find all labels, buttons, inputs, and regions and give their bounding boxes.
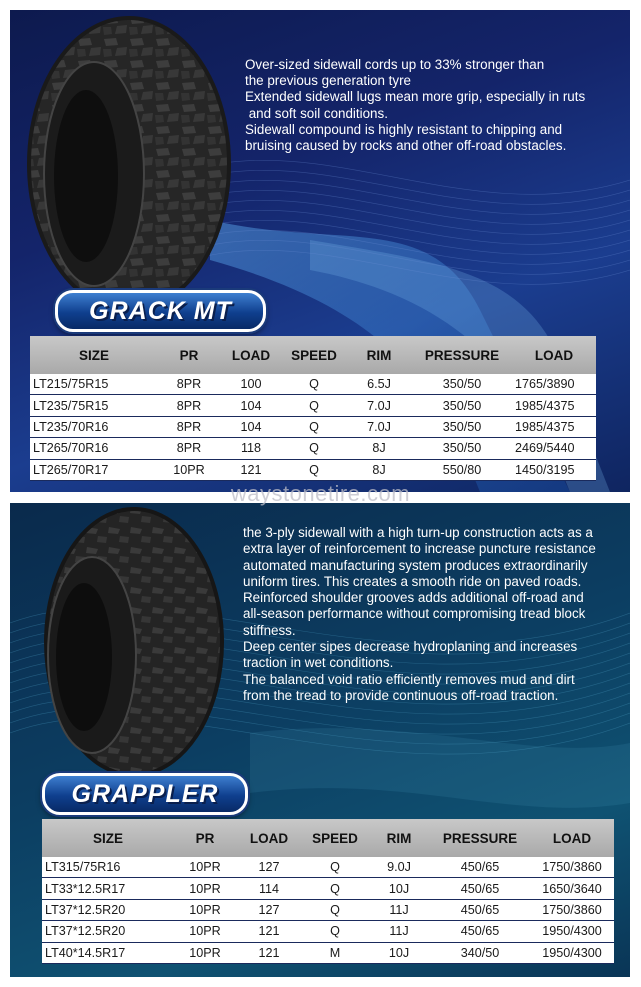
cell-load: 121 — [236, 921, 302, 942]
table-row — [42, 878, 614, 899]
cell-pr: 10PR — [158, 459, 220, 480]
cell-size: LT37*12.5R20 — [42, 899, 174, 920]
description-line: The balanced void ratio efficiently removes mud and dirt — [243, 671, 575, 687]
cell-pr: 8PR — [158, 395, 220, 416]
cell-rim: 10J — [368, 878, 430, 899]
cell-pressure: 350/50 — [412, 374, 512, 395]
cell-load: 127 — [236, 857, 302, 878]
cell-load: 100 — [220, 374, 282, 395]
cell-speed: Q — [302, 899, 368, 920]
cell-load-max: 2469/5440 — [512, 438, 596, 459]
description-line: the previous generation tyre — [245, 73, 411, 89]
column-header-rim: RIM — [368, 819, 430, 857]
cell-pr: 8PR — [158, 438, 220, 459]
product-name: GRACK MT — [89, 296, 232, 325]
product-description — [245, 57, 585, 154]
product-description — [243, 525, 596, 704]
cell-pressure: 450/65 — [430, 878, 530, 899]
table-row — [42, 857, 614, 878]
description-line: Extended sidewall lugs mean more grip, especially in ruts — [245, 89, 586, 105]
tire-image-grappler — [42, 505, 227, 780]
column-header-size: SIZE — [42, 819, 174, 857]
description-line: extra layer of reinforcement to increase puncture resistance — [243, 541, 596, 557]
table-row — [30, 438, 596, 459]
spec-table — [30, 336, 596, 481]
cell-speed: M — [302, 942, 368, 963]
column-header-size: SIZE — [30, 336, 158, 374]
cell-size: LT37*12.5R20 — [42, 921, 174, 942]
description-line: Reinforced shoulder grooves adds additional off-road and — [243, 590, 584, 606]
table-header-row — [42, 819, 614, 857]
cell-load: 114 — [236, 878, 302, 899]
description-line: uniform tires. This creates a smooth ride on paved roads. — [243, 573, 582, 589]
table-row — [42, 921, 614, 942]
column-header-speed: SPEED — [302, 819, 368, 857]
description-line: Deep center sipes decrease hydroplaning and increases — [243, 639, 578, 655]
cell-load-max: 1750/3860 — [530, 857, 614, 878]
cell-speed: Q — [302, 921, 368, 942]
cell-load-max: 1750/3860 — [530, 899, 614, 920]
cell-rim: 11J — [368, 921, 430, 942]
cell-load-max: 1950/4300 — [530, 921, 614, 942]
cell-load: 121 — [220, 459, 282, 480]
cell-rim: 8J — [346, 438, 412, 459]
cell-load-max: 1650/3640 — [530, 878, 614, 899]
cell-pr: 10PR — [174, 857, 236, 878]
column-header-pressure: PRESSURE — [412, 336, 512, 374]
description-line: traction in wet conditions. — [243, 655, 394, 671]
table-row — [42, 899, 614, 920]
column-header-speed: SPEED — [282, 336, 346, 374]
cell-size: LT215/75R15 — [30, 374, 158, 395]
cell-size: LT265/70R16 — [30, 438, 158, 459]
description-line: stiffness. — [243, 622, 296, 638]
description-line: and soft soil conditions. — [245, 105, 388, 121]
cell-load: 127 — [236, 899, 302, 920]
cell-pressure: 450/65 — [430, 857, 530, 878]
cell-pr: 8PR — [158, 416, 220, 437]
cell-pr: 10PR — [174, 878, 236, 899]
column-header-load-max: LOAD — [530, 819, 614, 857]
cell-load: 121 — [236, 942, 302, 963]
product-name-badge — [42, 773, 248, 815]
cell-pressure: 350/50 — [412, 438, 512, 459]
cell-rim: 7.0J — [346, 395, 412, 416]
cell-size: LT40*14.5R17 — [42, 942, 174, 963]
cell-pressure: 450/65 — [430, 921, 530, 942]
table-row — [30, 395, 596, 416]
tire-image-grack-mt — [24, 14, 234, 314]
column-header-pr: PR — [158, 336, 220, 374]
cell-speed: Q — [282, 416, 346, 437]
cell-pressure: 550/80 — [412, 459, 512, 480]
cell-size: LT235/75R15 — [30, 395, 158, 416]
spec-table — [42, 819, 614, 964]
description-line: automated manufacturing system produces extraordinarily — [243, 557, 588, 573]
cell-size: LT235/70R16 — [30, 416, 158, 437]
description-line: the 3-ply sidewall with a high turn-up construction acts as a — [243, 525, 593, 540]
cell-pr: 10PR — [174, 921, 236, 942]
cell-load-max: 1985/4375 — [512, 395, 596, 416]
cell-speed: Q — [282, 438, 346, 459]
description-line: Sidewall compound is highly resistant to chipping and — [245, 121, 563, 137]
column-header-rim: RIM — [346, 336, 412, 374]
cell-rim: 8J — [346, 459, 412, 480]
cell-rim: 11J — [368, 899, 430, 920]
cell-pr: 10PR — [174, 899, 236, 920]
description-line: Over-sized sidewall cords up to 33% stronger than — [245, 57, 545, 72]
table-header-row — [30, 336, 596, 374]
cell-load-max: 1950/4300 — [530, 942, 614, 963]
cell-load-max: 1450/3195 — [512, 459, 596, 480]
column-header-load-max: LOAD — [512, 336, 596, 374]
cell-speed: Q — [282, 459, 346, 480]
cell-load-max: 1765/3890 — [512, 374, 596, 395]
description-line: from the tread to provide continuous off-road traction. — [243, 687, 559, 703]
description-line: all-season performance without compromising tread block — [243, 606, 586, 622]
cell-speed: Q — [302, 857, 368, 878]
cell-speed: Q — [282, 374, 346, 395]
description-line: bruising caused by rocks and other off-road obstacles. — [245, 138, 567, 154]
cell-size: LT33*12.5R17 — [42, 878, 174, 899]
cell-rim: 6.5J — [346, 374, 412, 395]
watermark-text: waystonetire.com — [230, 481, 411, 506]
cell-speed: Q — [302, 878, 368, 899]
table-row — [42, 942, 614, 963]
table-row — [30, 459, 596, 480]
cell-load: 104 — [220, 416, 282, 437]
cell-pressure: 350/50 — [412, 416, 512, 437]
cell-rim: 7.0J — [346, 416, 412, 437]
cell-pressure: 350/50 — [412, 395, 512, 416]
table-row — [30, 416, 596, 437]
cell-load-max: 1985/4375 — [512, 416, 596, 437]
table-row — [30, 374, 596, 395]
cell-pr: 8PR — [158, 374, 220, 395]
product-name: GRAPPLER — [71, 779, 219, 808]
cell-pr: 10PR — [174, 942, 236, 963]
column-header-load: LOAD — [220, 336, 282, 374]
cell-pressure: 450/65 — [430, 899, 530, 920]
cell-speed: Q — [282, 395, 346, 416]
cell-rim: 10J — [368, 942, 430, 963]
cell-rim: 9.0J — [368, 857, 430, 878]
cell-size: LT265/70R17 — [30, 459, 158, 480]
product-name-badge — [55, 290, 266, 332]
column-header-pr: PR — [174, 819, 236, 857]
cell-load: 118 — [220, 438, 282, 459]
product-panel-grappler — [10, 503, 630, 977]
cell-pressure: 340/50 — [430, 942, 530, 963]
product-panel-grack-mt — [10, 10, 630, 492]
column-header-pressure: PRESSURE — [430, 819, 530, 857]
column-header-load: LOAD — [236, 819, 302, 857]
cell-size: LT315/75R16 — [42, 857, 174, 878]
cell-load: 104 — [220, 395, 282, 416]
